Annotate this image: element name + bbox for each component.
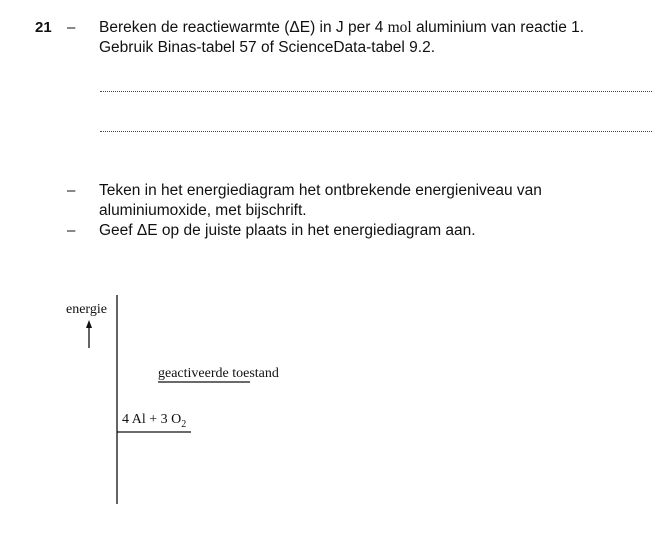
mol-unit: mol (387, 19, 412, 36)
question-line-1-part-c: aluminium van reactie 1. (411, 19, 585, 36)
answer-line-1[interactable] (100, 91, 652, 92)
question-number: 21 (35, 19, 52, 36)
bullet-1-line-1: Teken in het energiediagram het ontbrekende energieniveau van (99, 182, 542, 199)
energy-diagram[interactable] (60, 290, 310, 510)
bullet-1-text (99, 181, 659, 221)
bullet-1-dash: – (67, 182, 76, 199)
question-line-1 (99, 18, 659, 38)
bullet-2-part-a: Geef (99, 222, 137, 239)
energy-arrow-icon (86, 320, 92, 328)
energy-axis-label: energie (66, 302, 107, 317)
bullet-2-text (99, 221, 659, 241)
reactants-label (122, 412, 186, 430)
question-text (99, 18, 659, 58)
reactants-formula: 4 Al + 3 O (122, 412, 182, 427)
delta-e-symbol: ΔE (289, 19, 311, 36)
bullet-2-part-b: op de juiste plaats in het energiediagram aan. (157, 222, 476, 239)
activated-state-label: geactiveerde toestand (158, 366, 279, 381)
question-line-1-part-b: ) in J per 4 (310, 19, 388, 36)
question-line-2: Gebruik Binas-tabel 57 of ScienceData-tabel 9.2. (99, 39, 436, 56)
reactants-subscript: 2 (181, 418, 187, 430)
bullet-1-line-2: aluminiumoxide, met bijschrift. (99, 202, 307, 219)
bullet-2-delta-e: ΔE (136, 222, 158, 239)
bullet-2-dash: – (67, 222, 76, 239)
question-line-1-part-a: Bereken de reactiewarmte ( (99, 19, 290, 36)
question-dash: – (67, 19, 76, 36)
answer-line-2[interactable] (100, 131, 652, 132)
